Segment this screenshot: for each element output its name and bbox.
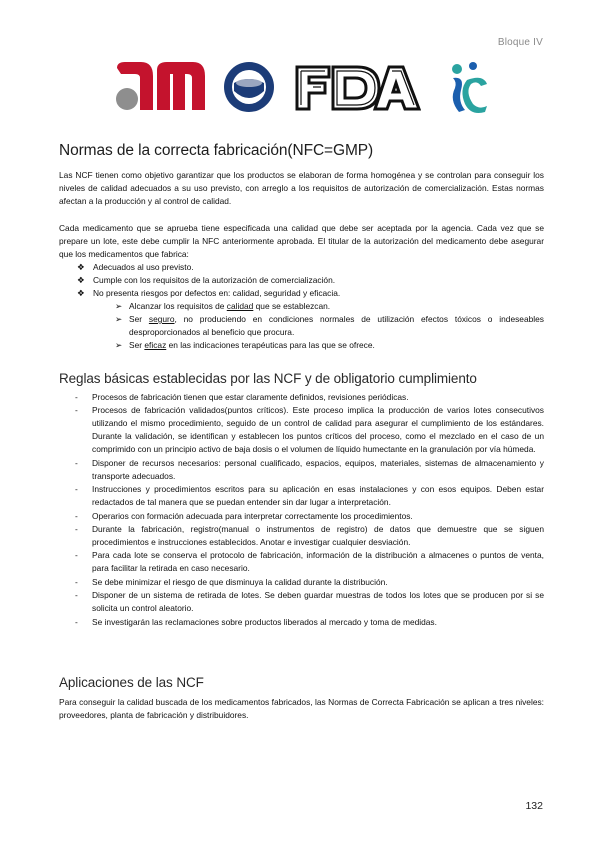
section-title-gmp: Normas de la correcta fabricación(NFC=GMP) [59, 142, 374, 159]
diamond-bullet-icon: ❖ [77, 262, 85, 272]
aemps-grey-dot [116, 88, 138, 110]
arrow-bullet-icon: ➢ [115, 301, 123, 311]
list-item: - Durante la fabricación, registro(manual o instrumentos de registro) de datos que demuestre que se siguen procedimientos e instrucciones establecidos. Anotar e investigar cualquier desviación. [75, 523, 544, 547]
arrow-bullet-icon: ➢ [115, 314, 123, 324]
gmp-intro [59, 169, 544, 208]
ich-logo [443, 60, 491, 116]
diamond-bullet-icon: ❖ [77, 288, 85, 298]
list-item: - Procesos de fabricación tienen que estar claramente definidos, revisiones periódicas. [75, 392, 409, 402]
applications-body [59, 696, 544, 722]
page-number: 132 [525, 800, 543, 812]
section-gmp [59, 142, 544, 160]
list-item: ❖ Adecuados al uso previsto. [77, 262, 194, 272]
arrow-bullet-list [59, 300, 544, 352]
ema-logo [223, 61, 275, 113]
list-item: ❖ Cumple con los requisitos de la autorización de comercialización. [77, 275, 336, 285]
list-item: - Se debe minimizar el riesgo de que disminuya la calidad durante la distribución. [75, 576, 388, 587]
aemps-red-m [157, 62, 205, 110]
gmp-body [59, 222, 544, 352]
list-item: - Operarios con formación adecuada para interpretar correctamente los procedimientos. [75, 510, 413, 521]
list-item: - Se investigarán las reclamaciones sobre productos liberados al mercado y toma de medidas. [75, 616, 437, 627]
paragraph-gmp-objective: Las NCF tienen como objetivo garantizar que los productos se elaboran de forma homogénea y se controlan para conseguir los niveles de calidad adecuados a su uso previsto, con arreglo a los requisitos de autorización de comercialización. Estas normas afectan a la producción y al control de calidad. [59, 170, 544, 206]
list-item: ➢ Ser seguro, no produciendo en condiciones normales de utilización efectos tóxicos o indeseables desproporcionados al beneficio que procura. [115, 314, 544, 337]
list-item: - Instrucciones y procedimientos escritos para su aplicación en esas instalaciones y con esos equipos. Deben estar redactados de tal manera que se puedan entender sin dar lugar a interpretación. [75, 484, 544, 508]
fda-logo [293, 63, 421, 113]
diamond-bullet-icon: ❖ [77, 275, 85, 285]
list-item: - Disponer de un sistema de retirada de lotes. Se deben guardar muestras de todos los lotes que se producen por si se solicita un control aleatorio. [75, 590, 544, 614]
section-title-rules: Reglas básicas establecidas por las NCF y de obligatorio cumplimiento [59, 371, 477, 386]
section-rules [59, 371, 544, 386]
paragraph-applications: Para conseguir la calidad buscada de los medicamentos fabricados, las Normas de Correcta Fabricación se aplican a tres niveles: proveedores, planta de fabricación y distribuidores. [59, 697, 544, 720]
section-title-applications: Aplicaciones de las NCF [59, 675, 204, 690]
paragraph-gmp-quality: Cada medicamento que se aprueba tiene especificada una calidad que debe ser aceptada por la agencia. Cada vez que se prepare un lote, este debe cumplir la NFC anteriormente aprobada. El titular de la autorización del medicamento debe asegurar que los medicamentos que fabrica: [59, 223, 544, 259]
logo-strip [113, 58, 493, 118]
list-item: ➢ Ser eficaz en las indicaciones terapéuticas para las que se ofrece. [115, 340, 375, 350]
section-applications [59, 675, 544, 690]
list-item: ❖ No presenta riesgos por defectos en: calidad, seguridad y eficacia. [77, 288, 341, 298]
arrow-bullet-icon: ➢ [115, 340, 123, 350]
list-item: - Para cada lote se conserva el protocolo de fabricación, información de la distribución a almacenes o puntos de venta, para facilitar la retirada en caso necesario. [75, 550, 544, 574]
list-item: - Procesos de fabricación validados(puntos críticos). Este proceso implica la producción de varios lotes consecutivos utilizando el mismo procedimiento, seguido de un control de calidad para asegurar el cumplimiento de los estándares. Durante la validación, se identifican y establecen los puntos críticos del proceso, como el mezclado en el caso de un comprimido con un principio activo de baja dosis o el volumen de líquido humectante en la granulación por vía húmeda. [75, 405, 544, 455]
block-label: Bloque IV [497, 37, 543, 48]
list-item: - Disponer de recursos necesarios: personal cualificado, espacios, equipos, materiales, sistemas de almacenamiento y transporte adecuados. [75, 457, 544, 481]
list-item: ➢ Alcanzar los requisitos de calidad que se establezcan. [115, 301, 331, 311]
rules-list [59, 391, 544, 629]
rules-list-wrap [59, 391, 544, 629]
diamond-bullet-list [59, 261, 544, 300]
aemps-logo [113, 58, 207, 118]
